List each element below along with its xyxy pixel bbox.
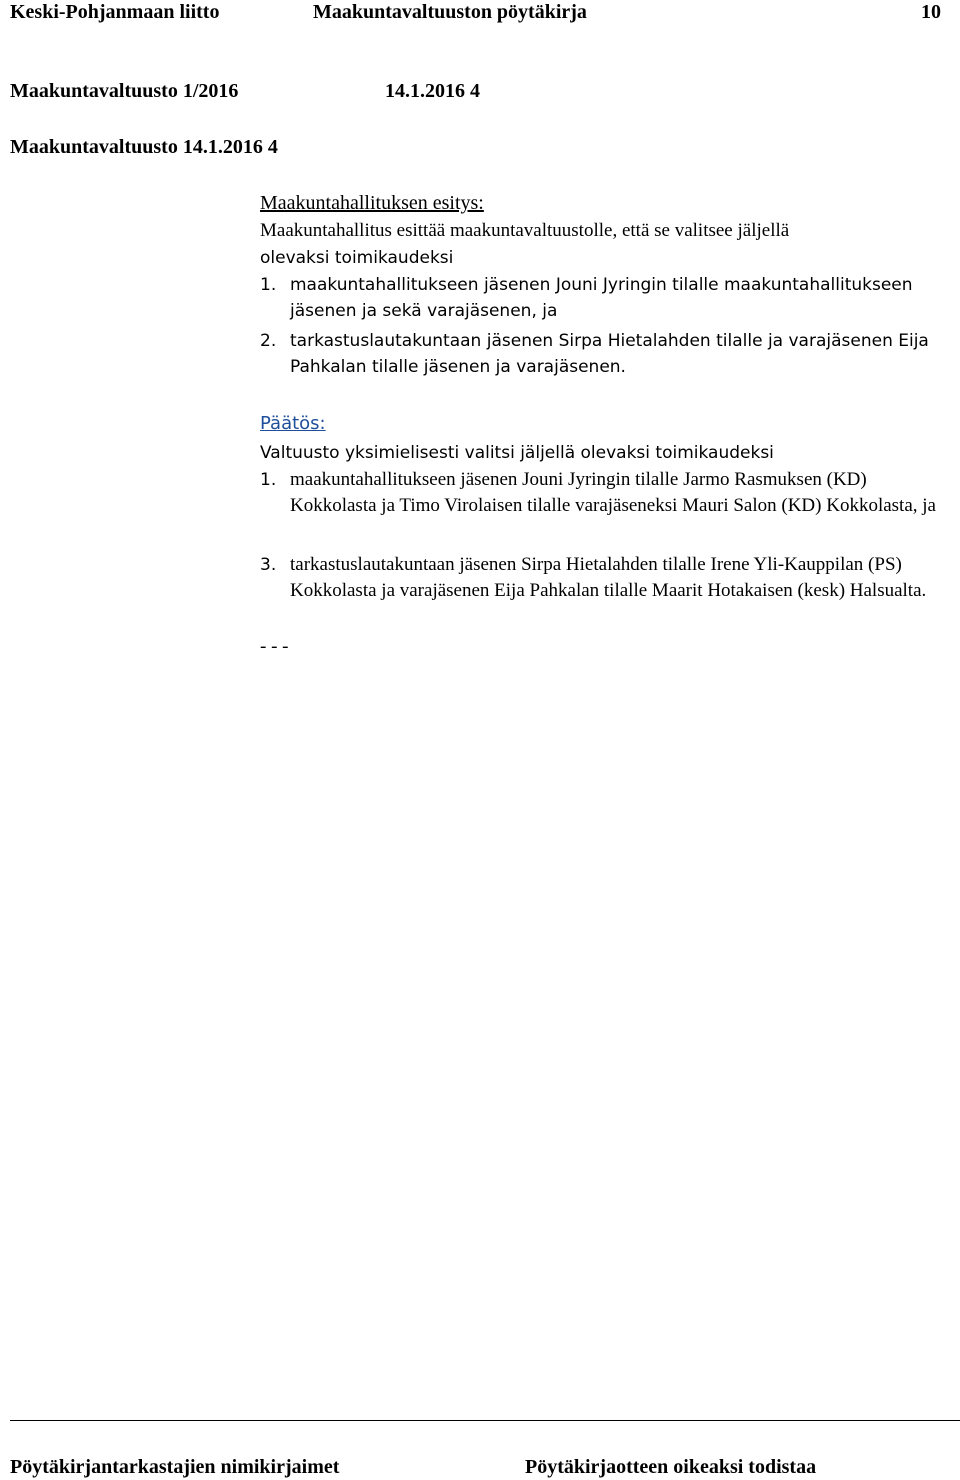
- proposal-item-number: 2.: [260, 331, 277, 351]
- proposal-intro-line-1: Maakuntahallitus esittää maakuntavaltuustolle, että se valitsee jäljellä: [260, 220, 790, 241]
- section-separator: - - -: [260, 636, 289, 657]
- decision-item-text: maakuntahallitukseen jäsenen Jouni Jyringin tilalle Jarmo Rasmuksen (KD) Kokkolasta ja Timo Virolaisen tilalle varajäseneksi Mauri Salon (KD) Kokkolasta, ja: [290, 469, 936, 516]
- decision-heading: Päätös:: [260, 413, 326, 434]
- decision-item-text: tarkastuslautakuntaan jäsenen Sirpa Hietalahden tilalle Irene Yli-Kauppilan (PS) Kokkolasta ja varajäsenen Eija Pahkalan tilalle Maarit Hotakaisen (kesk) Halsualta.: [290, 554, 927, 601]
- organization-name: Keski-Pohjanmaan liitto: [10, 1, 220, 23]
- meeting-date-section: 14.1.2016 4: [385, 80, 480, 102]
- decision-item-number: 3.: [260, 555, 277, 575]
- decision-intro: Valtuusto yksimielisesti valitsi jäljellä olevaksi toimikaudeksi: [260, 443, 774, 463]
- proposal-item-text: tarkastuslautakuntaan jäsenen Sirpa Hietalahden tilalle ja varajäsenen Eija Pahkalan tilalle jäsenen ja varajäsenen.: [290, 331, 929, 377]
- proposal-item-text: maakuntahallitukseen jäsenen Jouni Jyringin tilalle maakuntahallitukseen jäsenen ja sekä varajäsenen, ja: [290, 275, 913, 321]
- document-type: Maakuntavaltuuston pöytäkirja: [313, 1, 587, 23]
- page-number: 10: [921, 1, 941, 23]
- decision-item-number: 1.: [260, 470, 277, 490]
- footer-divider: [10, 1420, 960, 1421]
- proposal-heading: Maakuntahallituksen esitys:: [260, 192, 484, 214]
- footer-reviewer-initials-label: Pöytäkirjantarkastajien nimikirjaimet: [10, 1456, 340, 1478]
- footer-certification-label: Pöytäkirjaotteen oikeaksi todistaa: [525, 1456, 817, 1478]
- meeting-body: Maakuntavaltuusto 1/2016: [10, 80, 239, 102]
- proposal-item-number: 1.: [260, 275, 277, 295]
- proposal-intro-line-2: olevaksi toimikaudeksi: [260, 248, 454, 268]
- meeting-line-repeat: Maakuntavaltuusto 14.1.2016 4: [10, 136, 278, 158]
